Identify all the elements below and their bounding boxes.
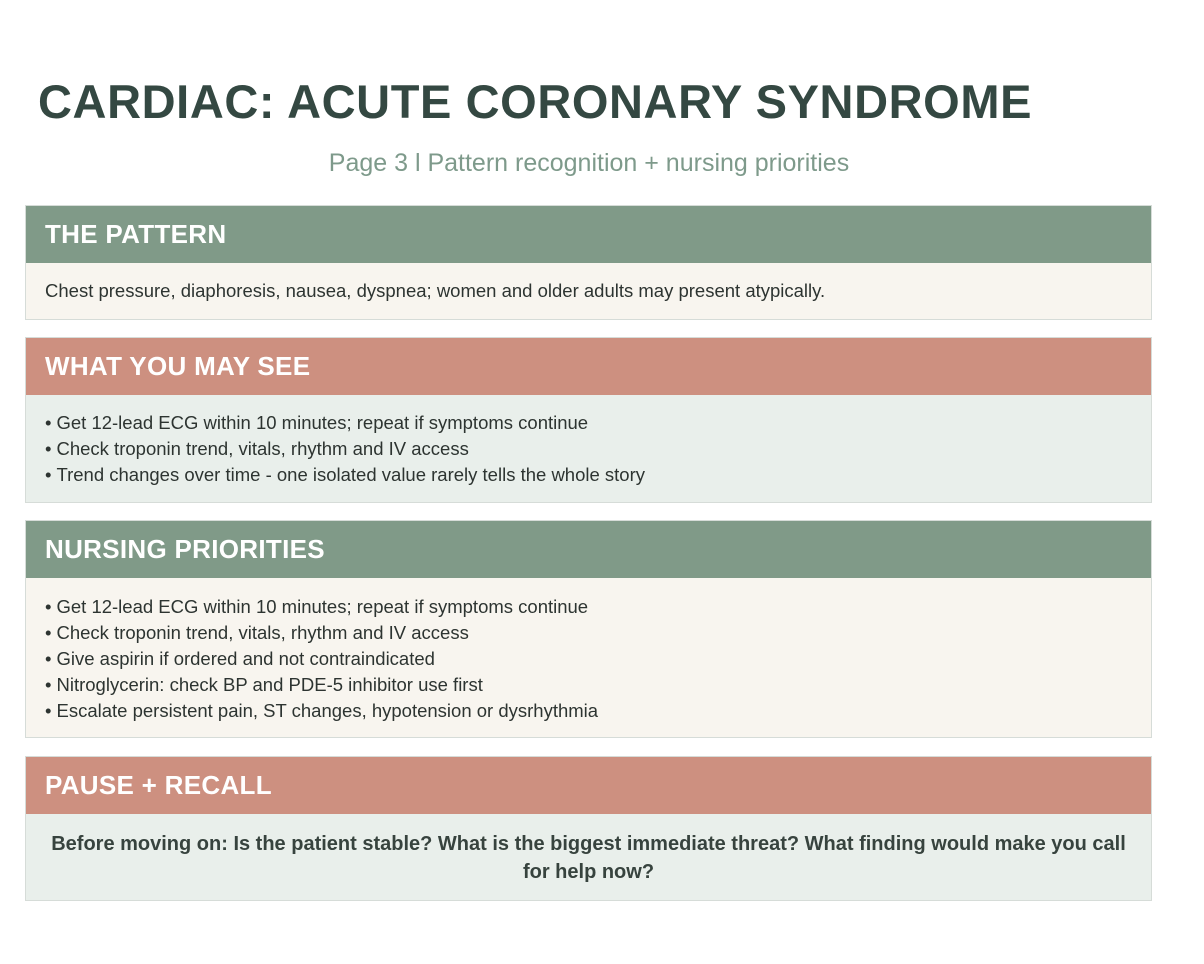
list-item: • Get 12-lead ECG within 10 minutes; repeat if symptoms continue — [45, 594, 1132, 620]
section-pause-recall — [25, 756, 1152, 901]
bullet-list — [45, 410, 1132, 488]
list-item: • Give aspirin if ordered and not contraindicated — [45, 646, 1132, 672]
list-item: • Get 12-lead ECG within 10 minutes; repeat if symptoms continue — [45, 410, 1132, 436]
section-heading: WHAT YOU MAY SEE — [26, 338, 1151, 395]
page-subtitle: Page 3 l Pattern recognition + nursing priorities — [328, 149, 850, 177]
list-item: • Nitroglycerin: check BP and PDE-5 inhibitor use first — [45, 672, 1132, 698]
list-item: • Trend changes over time - one isolated value rarely tells the whole story — [45, 462, 1132, 488]
section-heading: PAUSE + RECALL — [26, 757, 1151, 814]
section-nursing-priorities — [25, 520, 1152, 738]
page-title: CARDIAC: ACUTE CORONARY SYNDROME — [38, 75, 1033, 128]
recall-text: Before moving on: Is the patient stable? What is the biggest immediate threat? What finding would make you call for help now? — [51, 833, 1126, 883]
bullet-list — [45, 594, 1132, 724]
list-item: • Check troponin trend, vitals, rhythm and IV access — [45, 620, 1132, 646]
section-what-you-may-see — [25, 337, 1152, 503]
list-item: • Escalate persistent pain, ST changes, hypotension or dysrhythmia — [45, 698, 1132, 724]
section-body — [26, 395, 1151, 502]
list-item: • Check troponin trend, vitals, rhythm and IV access — [45, 436, 1132, 462]
pattern-text: Chest pressure, diaphoresis, nausea, dyspnea; women and older adults may present atypically. — [45, 280, 826, 301]
section-body — [26, 578, 1151, 737]
section-body — [26, 814, 1151, 900]
section-body — [26, 263, 1151, 319]
section-the-pattern — [25, 205, 1152, 320]
section-heading: THE PATTERN — [26, 206, 1151, 263]
section-heading: NURSING PRIORITIES — [26, 521, 1151, 578]
